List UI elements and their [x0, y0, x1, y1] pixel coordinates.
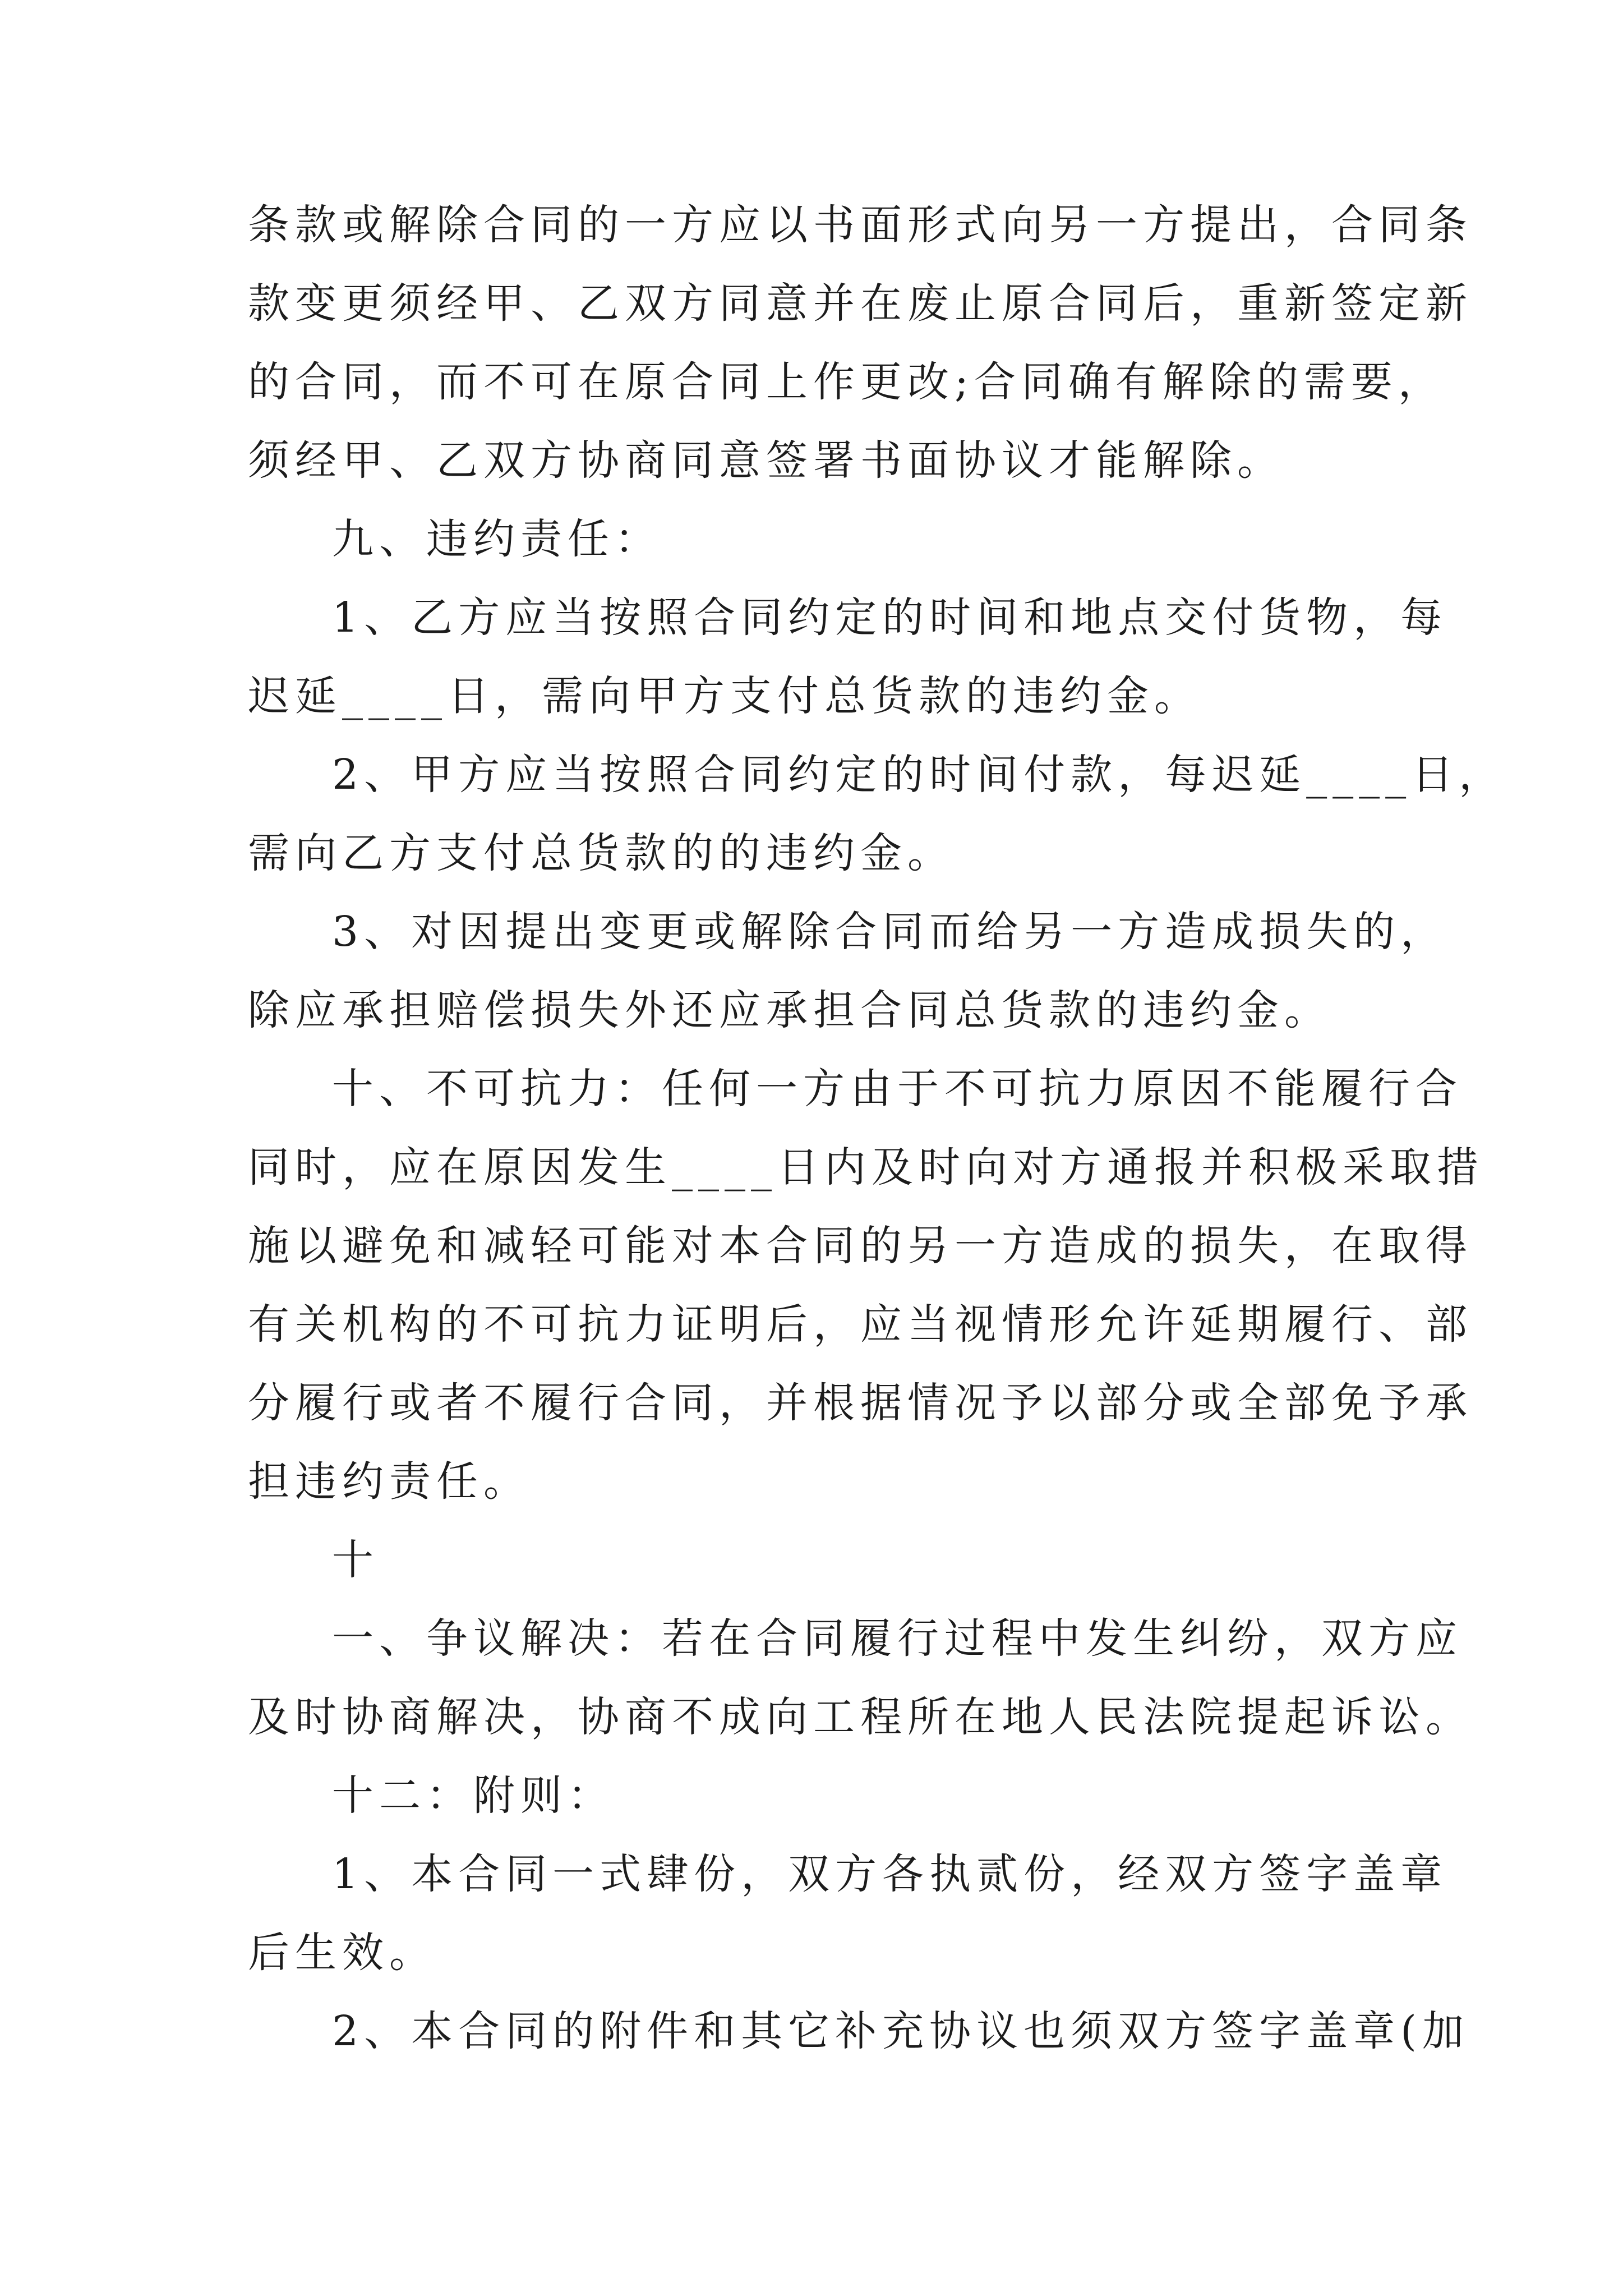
- text-line: 迟延____日，需向甲方支付总货款的违约金。: [248, 672, 1201, 720]
- text-line: 同时，应在原因发生____日内及时向对方通报并积极采取措: [248, 1143, 1484, 1191]
- text-line: 1、本合同一式肆份，双方各执贰份，经双方签字盖章: [332, 1850, 1448, 1898]
- text-line: 2、本合同的附件和其它补充协议也须双方签字盖章(加: [332, 2007, 1469, 2055]
- text-line: 1、乙方应当按照合同约定的时间和地点交付货物，每: [332, 593, 1448, 642]
- text-line: 的合同，而不可在原合同上作更改;合同确有解除的需要，: [248, 358, 1445, 406]
- text-line: 分履行或者不履行合同，并根据情况予以部分或全部免予承: [248, 1379, 1473, 1427]
- text-line: 条款或解除合同的一方应以书面形式向另一方提出，合同条: [248, 201, 1473, 249]
- section-heading: 九、违约责任：: [332, 515, 662, 563]
- text-line: 除应承担赔偿损失外还应承担合同总货款的违约金。: [248, 986, 1331, 1034]
- text-line: 2、甲方应当按照合同约定的时间付款，每迟延____日，: [332, 751, 1506, 799]
- text-line: 一、争议解决：若在合同履行过程中发生纠纷，双方应: [332, 1614, 1463, 1663]
- text-line: 担违约责任。: [248, 1457, 531, 1506]
- text-line: 款变更须经甲、乙双方同意并在废止原合同后，重新签定新: [248, 279, 1473, 328]
- section-heading: 十: [332, 1536, 379, 1584]
- text-line: 需向乙方支付总货款的的违约金。: [248, 829, 955, 877]
- text-line: 须经甲、乙双方协商同意签署书面协议才能解除。: [248, 436, 1284, 485]
- text-line: 有关机构的不可抗力证明后，应当视情形允许延期履行、部: [248, 1300, 1473, 1349]
- text-line: 施以避免和减轻可能对本合同的另一方造成的损失，在取得: [248, 1222, 1473, 1270]
- section-heading: 十、不可抗力：任何一方由于不可抗力原因不能履行合: [332, 1065, 1463, 1113]
- text-line: 后生效。: [248, 1929, 436, 1977]
- text-line: 3、对因提出变更或解除合同而给另一方造成损失的，: [332, 908, 1448, 956]
- section-heading: 十二：附则：: [332, 1772, 615, 1820]
- text-line: 及时协商解决，协商不成向工程所在地人民法院提起诉讼。: [248, 1693, 1473, 1741]
